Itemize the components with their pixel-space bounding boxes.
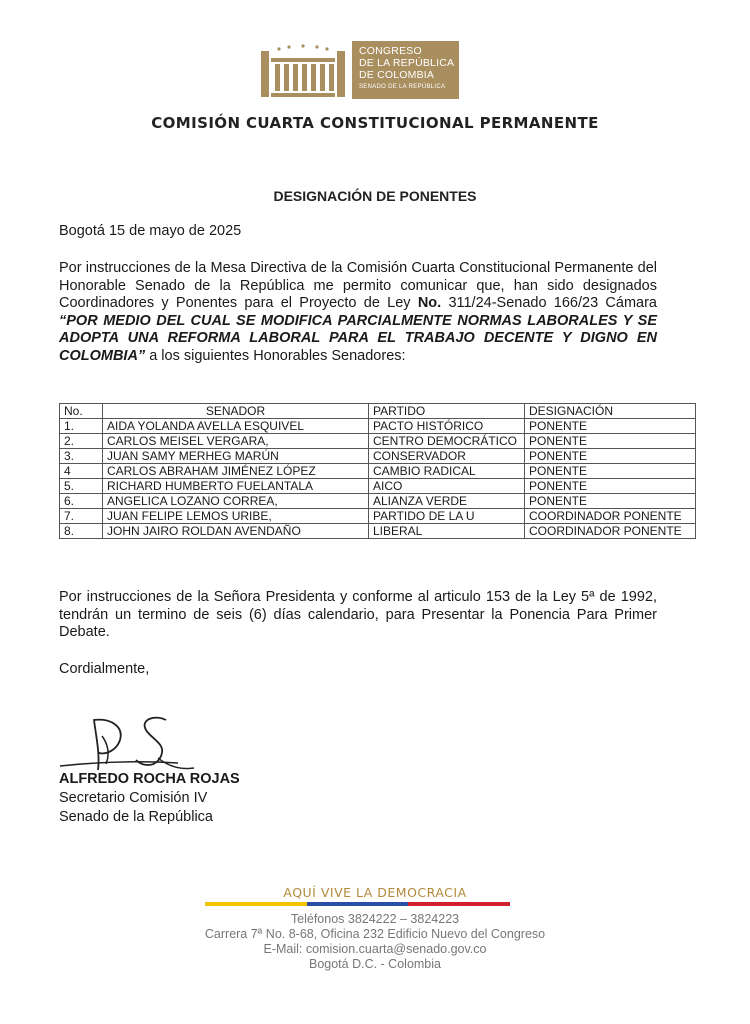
bill-title: “POR MEDIO DEL CUAL SE MODIFICA PARCIALMENTE NORMAS LABORALES Y SE ADOPTA UNA REFORMA LABORAL PARA EL TRABAJO DECENTE Y DIGNO EN COLOMBIA” bbox=[59, 312, 657, 364]
cell-designacion: COORDINADOR PONENTE bbox=[525, 509, 696, 524]
footer-city: Bogotá D.C. - Colombia bbox=[308, 957, 441, 971]
closing-paragraph: Por instrucciones de la Señora Presidenta y conforme al articulo 153 de la Ley 5ª de 1992, tendrán un termino de seis (6) días calendario, para Presentar la Ponencia Para Primer Debate. bbox=[59, 589, 657, 640]
cell-partido: AICO bbox=[369, 479, 525, 494]
intro-paragraph bbox=[59, 260, 657, 365]
cell-no: 6. bbox=[60, 494, 103, 509]
signer-name: ALFREDO ROCHA ROJAS bbox=[59, 771, 240, 787]
header-no: No. bbox=[60, 404, 103, 419]
flag-color-bar bbox=[205, 902, 510, 906]
header-senador: SENADOR bbox=[103, 404, 369, 419]
logo-line-4: SENADO DE LA REPÚBLICA bbox=[359, 84, 446, 90]
table-row bbox=[60, 479, 696, 494]
table-row bbox=[60, 419, 696, 434]
cell-designacion: PONENTE bbox=[525, 494, 696, 509]
table-row bbox=[60, 494, 696, 509]
cell-designacion: PONENTE bbox=[525, 449, 696, 464]
handwritten-signature bbox=[58, 708, 198, 778]
cell-no: 3. bbox=[60, 449, 103, 464]
cell-no: 2. bbox=[60, 434, 103, 449]
header-partido: PARTIDO bbox=[369, 404, 525, 419]
intro-text-2: 311/24-Senado 166/23 Cámara bbox=[441, 295, 657, 311]
logo-line-3: DE COLOMBIA bbox=[359, 69, 435, 81]
commission-heading: COMISIÓN CUARTA CONSTITUCIONAL PERMANENTE bbox=[151, 114, 599, 132]
cell-designacion: PONENTE bbox=[525, 479, 696, 494]
cell-no: 7. bbox=[60, 509, 103, 524]
cell-partido: PACTO HISTÓRICO bbox=[369, 419, 525, 434]
cell-no: 8. bbox=[60, 524, 103, 539]
cell-senador: JUAN SAMY MERHEG MARÚN bbox=[103, 449, 369, 464]
footer-phones: Teléfonos 3824222 – 3824223 bbox=[290, 912, 460, 926]
cell-senador: ANGELICA LOZANO CORREA, bbox=[103, 494, 369, 509]
footer-address: Carrera 7ª No. 8-68, Oficina 232 Edificio Nuevo del Congreso bbox=[204, 927, 546, 941]
signer-role: Secretario Comisión IV bbox=[59, 790, 208, 806]
cell-senador: CARLOS MEISEL VERGARA, bbox=[103, 434, 369, 449]
footer-email: E-Mail: comision.cuarta@senado.gov.co bbox=[263, 942, 487, 956]
flag-blue-stripe bbox=[307, 902, 409, 906]
cell-partido: PARTIDO DE LA U bbox=[369, 509, 525, 524]
cell-senador: AIDA YOLANDA AVELLA ESQUIVEL bbox=[103, 419, 369, 434]
intro-text-1: Por instrucciones de la Mesa Directiva de la Comisión Cuarta Constitucional Permanente del Honorable Senado de la República me permito comunicar que, han sido designados Coordinadores y Ponentes para el Proyecto de Ley bbox=[59, 260, 657, 311]
capitol-building-icon bbox=[257, 41, 349, 99]
document-date: Bogotá 15 de mayo de 2025 bbox=[59, 223, 242, 239]
cell-designacion: PONENTE bbox=[525, 464, 696, 479]
cell-partido: CONSERVADOR bbox=[369, 449, 525, 464]
flag-yellow-stripe bbox=[205, 902, 307, 906]
logo-line-2: DE LA REPÚBLICA bbox=[359, 57, 455, 69]
table-row bbox=[60, 509, 696, 524]
cell-senador: JOHN JAIRO ROLDAN AVENDAÑO bbox=[103, 524, 369, 539]
flag-red-stripe bbox=[408, 902, 510, 906]
cell-senador: JUAN FELIPE LEMOS URIBE, bbox=[103, 509, 369, 524]
table-row bbox=[60, 434, 696, 449]
cell-designacion: COORDINADOR PONENTE bbox=[525, 524, 696, 539]
cell-partido: CENTRO DEMOCRÁTICO bbox=[369, 434, 525, 449]
cell-designacion: PONENTE bbox=[525, 434, 696, 449]
signer-organization: Senado de la República bbox=[59, 809, 213, 825]
cell-partido: ALIANZA VERDE bbox=[369, 494, 525, 509]
cell-senador: CARLOS ABRAHAM JIMÉNEZ LÓPEZ bbox=[103, 464, 369, 479]
logo-text-box bbox=[352, 41, 459, 99]
table-header-row bbox=[60, 404, 696, 419]
cell-no: 5. bbox=[60, 479, 103, 494]
cell-partido: CAMBIO RADICAL bbox=[369, 464, 525, 479]
intro-text-3: a los siguientes Honorables Senadores: bbox=[145, 347, 406, 364]
cell-no: 4 bbox=[60, 464, 103, 479]
header-designacion: DESIGNACIÓN bbox=[525, 404, 696, 419]
cell-partido: LIBERAL bbox=[369, 524, 525, 539]
footer-slogan: AQUÍ VIVE LA DEMOCRACIA bbox=[283, 885, 467, 900]
table-row bbox=[60, 524, 696, 539]
cell-no: 1. bbox=[60, 419, 103, 434]
document-title: DESIGNACIÓN DE PONENTES bbox=[273, 188, 477, 204]
table-row bbox=[60, 464, 696, 479]
cell-designacion: PONENTE bbox=[525, 419, 696, 434]
closing-salutation: Cordialmente, bbox=[59, 661, 150, 677]
cell-senador: RICHARD HUMBERTO FUELANTALA bbox=[103, 479, 369, 494]
designations-table bbox=[59, 403, 696, 539]
logo-line-1: CONGRESO bbox=[359, 45, 422, 57]
congress-logo bbox=[257, 41, 459, 99]
bill-number-label: No. bbox=[417, 295, 442, 311]
table-row bbox=[60, 449, 696, 464]
